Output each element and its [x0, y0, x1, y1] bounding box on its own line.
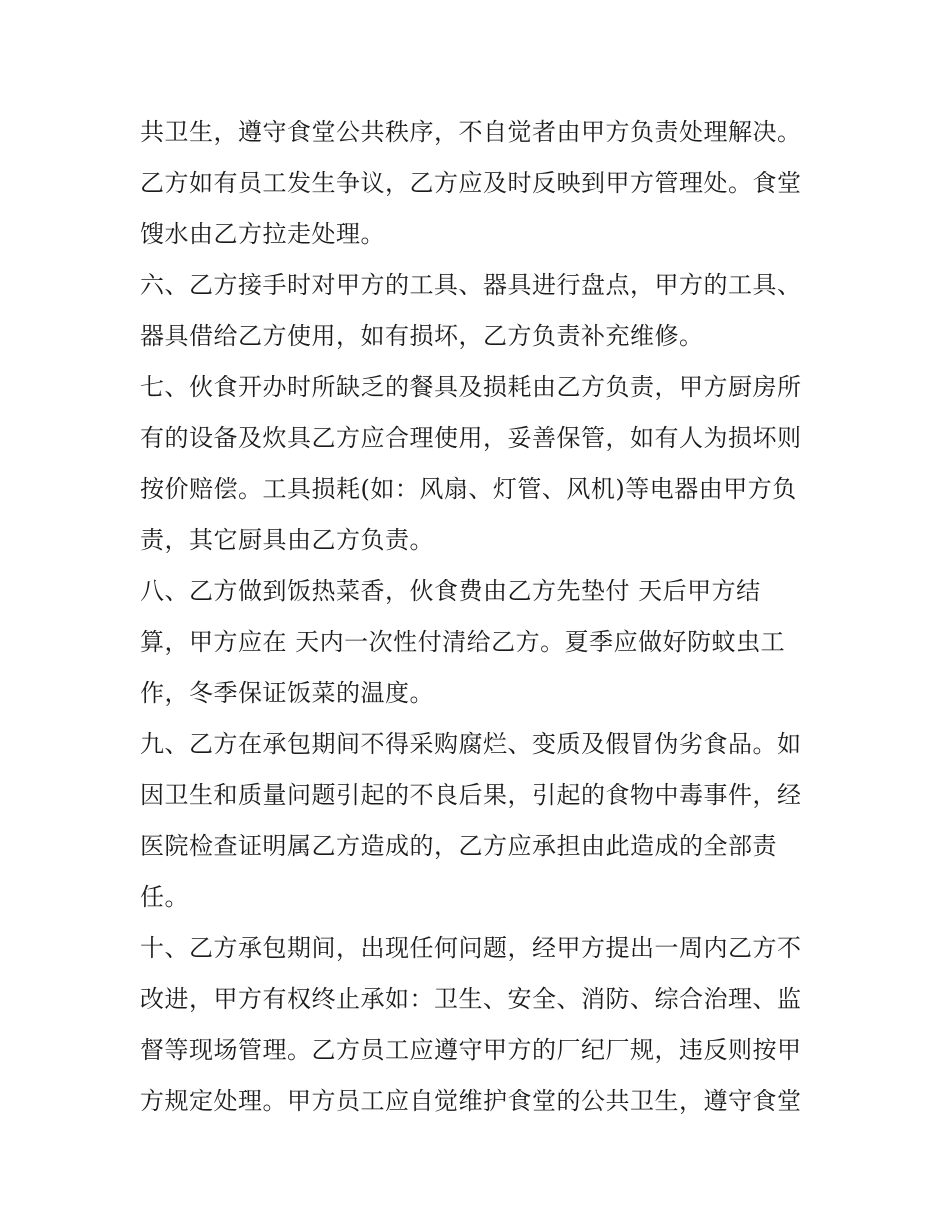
text-line: 改进，甲方有权终止承如：卫生、安全、消防、综合治理、监 [140, 985, 802, 1013]
text-line: 九、乙方在承包期间不得采购腐烂、变质及假冒伪劣食品。如 [140, 730, 802, 758]
text-line: 算，甲方应在 天内一次性付清给乙方。夏季应做好防蚊虫工 [140, 628, 786, 656]
text-line: 按价赔偿。工具损耗(如：风扇、灯管、风机)等电器由甲方负 [140, 475, 797, 503]
text-line: 器具借给乙方使用，如有损坏，乙方负责补充维修。 [140, 322, 704, 350]
text-line: 共卫生，遵守食堂公共秩序，不自觉者由甲方负责处理解决。 [140, 118, 802, 146]
text-line: 责，其它厨具由乙方负责。 [140, 526, 434, 554]
text-line: 任。 [140, 883, 189, 911]
text-line: 八、乙方做到饭热菜香，伙食费由乙方先垫付 天后甲方结 [140, 577, 761, 605]
text-line: 作，冬季保证饭菜的温度。 [140, 679, 434, 707]
text-line: 有的设备及炊具乙方应合理使用，妥善保管，如有人为损坏则 [140, 424, 802, 452]
document-body [140, 107, 820, 1127]
text-line: 督等现场管理。乙方员工应遵守甲方的厂纪厂规，违反则按甲 [140, 1036, 802, 1064]
text-line: 因卫生和质量问题引起的不良后果，引起的食物中毒事件，经 [140, 781, 802, 809]
text-line: 七、伙食开办时所缺乏的餐具及损耗由乙方负责，甲方厨房所 [140, 373, 802, 401]
text-line: 六、乙方接手时对甲方的工具、器具进行盘点，甲方的工具、 [140, 271, 802, 299]
text-line: 方规定处理。甲方员工应自觉维护食堂的公共卫生，遵守食堂 [140, 1087, 802, 1115]
text-line: 医院检查证明属乙方造成的，乙方应承担由此造成的全部责 [140, 832, 777, 860]
text-line: 乙方如有员工发生争议，乙方应及时反映到甲方管理处。食堂 [140, 169, 802, 197]
text-line: 十、乙方承包期间，出现任何问题，经甲方提出一周内乙方不 [140, 934, 802, 962]
text-line: 馊水由乙方拉走处理。 [140, 220, 385, 248]
